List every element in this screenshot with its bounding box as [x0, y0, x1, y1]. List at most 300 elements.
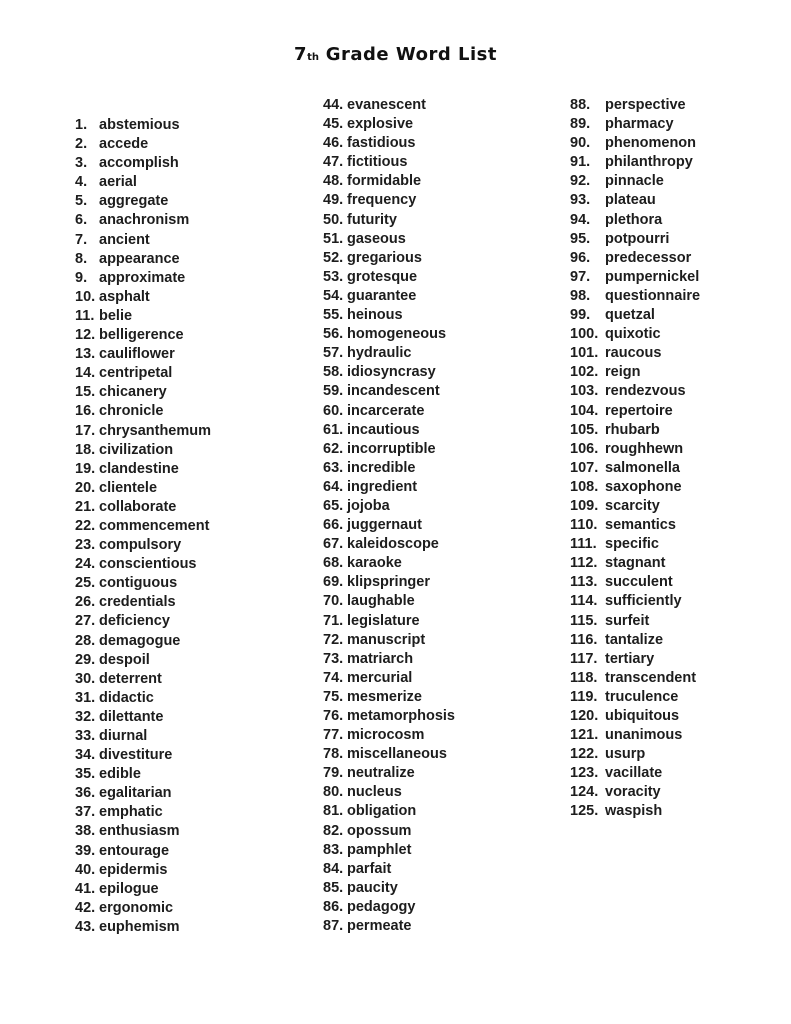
item-number: 40. — [75, 861, 96, 878]
list-item — [75, 670, 323, 689]
item-word: conscientious — [99, 556, 197, 573]
item-number: 102. — [570, 364, 599, 381]
item-number: 97. — [570, 268, 591, 285]
item-word: reign — [605, 364, 641, 381]
list-item — [75, 173, 323, 192]
item-word: belie — [99, 307, 133, 324]
item-number: 62. — [323, 440, 344, 457]
list-item — [570, 745, 791, 764]
item-word: obligation — [347, 803, 417, 820]
item-number: 18. — [75, 441, 96, 458]
item-number: 122. — [570, 746, 599, 763]
list-item — [323, 402, 570, 421]
item-word: approximate — [99, 269, 186, 286]
list-item — [75, 536, 323, 555]
item-word: ingredient — [347, 478, 418, 495]
item-word: incandescent — [347, 383, 440, 400]
item-word: rendezvous — [605, 383, 686, 400]
item-word: hydraulic — [347, 345, 412, 362]
item-word: accede — [99, 136, 149, 153]
item-word: incarcerate — [347, 402, 425, 419]
item-number: 48. — [323, 173, 344, 190]
item-number: 50. — [323, 211, 344, 228]
list-item — [570, 249, 791, 268]
item-number: 3. — [75, 155, 88, 172]
list-item — [75, 593, 323, 612]
item-word: repertoire — [605, 402, 673, 419]
list-item — [75, 269, 323, 288]
list-item — [570, 344, 791, 363]
item-number: 79. — [323, 765, 344, 782]
list-item — [323, 554, 570, 573]
item-word: plateau — [605, 192, 656, 209]
item-word: miscellaneous — [347, 746, 447, 763]
list-item — [323, 650, 570, 669]
item-word: euphemism — [99, 918, 180, 935]
list-item — [75, 708, 323, 727]
item-number: 52. — [323, 249, 344, 266]
item-word: salmonella — [605, 459, 680, 476]
list-item — [75, 861, 323, 880]
list-item — [323, 421, 570, 440]
item-number: 59. — [323, 383, 344, 400]
item-number: 106. — [570, 440, 599, 457]
list-item — [75, 211, 323, 230]
item-number: 37. — [75, 804, 96, 821]
list-item — [75, 517, 323, 536]
item-number: 92. — [570, 173, 591, 190]
item-number: 107. — [570, 459, 599, 476]
item-number: 13. — [75, 346, 96, 363]
list-item — [75, 765, 323, 784]
item-word: enthusiasm — [99, 823, 180, 840]
item-number: 94. — [570, 211, 591, 228]
list-item — [323, 96, 570, 115]
list-item — [323, 268, 570, 287]
item-word: diurnal — [99, 728, 148, 744]
item-number: 27. — [75, 613, 96, 630]
item-word: vacillate — [605, 765, 663, 782]
item-word: aggregate — [99, 193, 169, 210]
item-word: commencement — [99, 517, 210, 534]
list-item — [75, 803, 323, 822]
item-number: 110. — [570, 517, 598, 534]
item-number: 10. — [75, 288, 96, 305]
item-word: semantics — [605, 517, 676, 534]
item-word: sufficiently — [605, 593, 682, 610]
list-item — [75, 364, 323, 383]
item-word: metamorphosis — [347, 708, 455, 724]
item-word: perspective — [605, 97, 686, 113]
item-word: dilettante — [99, 708, 164, 725]
list-item — [570, 325, 791, 344]
title-grade-number: 7 — [294, 44, 308, 65]
page-title — [0, 44, 791, 65]
item-number: 64. — [323, 478, 344, 495]
list-item — [323, 134, 570, 153]
item-word: surfeit — [605, 612, 650, 629]
item-word: mesmerize — [347, 688, 422, 705]
item-number: 67. — [323, 536, 344, 553]
item-number: 1. — [75, 117, 88, 133]
item-number: 42. — [75, 899, 96, 916]
list-item — [75, 345, 323, 364]
list-item — [323, 688, 570, 707]
item-number: 21. — [75, 498, 96, 515]
item-number: 46. — [323, 135, 344, 152]
item-number: 125. — [570, 803, 599, 820]
word-column-2 — [323, 96, 570, 936]
list-item — [75, 479, 323, 498]
item-word: emphatic — [99, 804, 163, 821]
item-number: 78. — [323, 746, 344, 763]
item-word: epilogue — [99, 880, 159, 897]
list-item — [75, 402, 323, 421]
list-item — [570, 592, 791, 611]
item-word: clientele — [99, 479, 158, 496]
item-number: 109. — [570, 497, 599, 514]
item-number: 115. — [570, 612, 598, 629]
item-word: cauliflower — [99, 346, 175, 363]
item-word: incredible — [347, 459, 416, 476]
item-number: 51. — [323, 230, 344, 247]
item-word: evanescent — [347, 97, 426, 113]
item-number: 45. — [323, 116, 344, 133]
list-item — [323, 669, 570, 688]
item-word: demagogue — [99, 632, 181, 649]
item-number: 47. — [323, 154, 344, 171]
list-item — [570, 783, 791, 802]
list-item — [323, 440, 570, 459]
list-item — [75, 612, 323, 631]
list-item — [75, 288, 323, 307]
list-item — [570, 669, 791, 688]
item-word: incautious — [347, 421, 420, 438]
item-word: phenomenon — [605, 135, 697, 152]
item-number: 93. — [570, 192, 591, 209]
list-item — [75, 231, 323, 250]
list-item — [323, 707, 570, 726]
item-number: 2. — [75, 136, 88, 153]
list-item — [570, 306, 791, 325]
item-number: 60. — [323, 402, 344, 419]
item-word: deficiency — [99, 613, 170, 630]
item-word: deterrent — [99, 670, 162, 687]
item-number: 100. — [570, 326, 599, 343]
item-number: 41. — [75, 880, 96, 897]
item-word: tantalize — [605, 631, 664, 648]
item-number: 76. — [323, 708, 344, 724]
item-word: ancient — [99, 231, 150, 248]
list-item — [570, 363, 791, 382]
item-number: 31. — [75, 689, 96, 706]
list-item — [323, 306, 570, 325]
list-item — [75, 822, 323, 841]
item-word: klipspringer — [347, 574, 430, 591]
item-number: 116. — [570, 631, 598, 648]
list-item — [75, 899, 323, 918]
item-word: rhubarb — [605, 421, 660, 438]
item-number: 84. — [323, 860, 344, 877]
item-word: laughable — [347, 593, 415, 610]
list-item — [75, 727, 323, 746]
list-item — [75, 842, 323, 861]
list-item — [323, 822, 570, 841]
item-number: 90. — [570, 135, 591, 152]
item-number: 32. — [75, 708, 96, 725]
item-word: philanthropy — [605, 154, 693, 171]
item-number: 29. — [75, 651, 96, 668]
list-item — [323, 592, 570, 611]
item-number: 12. — [75, 327, 96, 344]
item-number: 72. — [323, 631, 344, 648]
list-item — [323, 879, 570, 898]
item-number: 83. — [323, 841, 344, 858]
item-number: 56. — [323, 326, 344, 343]
item-word: appearance — [99, 250, 180, 267]
list-item — [75, 746, 323, 765]
item-word: compulsory — [99, 537, 182, 554]
list-item — [570, 688, 791, 707]
list-item — [75, 422, 323, 441]
list-item — [75, 154, 323, 173]
item-word: saxophone — [605, 478, 682, 495]
item-number: 124. — [570, 784, 599, 801]
item-word: credentials — [99, 594, 176, 611]
item-word: roughhewn — [605, 440, 684, 457]
item-word: questionnaire — [605, 287, 701, 304]
item-number: 26. — [75, 594, 96, 611]
list-item — [570, 230, 791, 249]
list-item — [570, 440, 791, 459]
list-item — [323, 230, 570, 249]
list-item — [75, 326, 323, 345]
item-number: 22. — [75, 517, 96, 534]
list-item — [323, 841, 570, 860]
item-word: divestiture — [99, 747, 173, 764]
list-item — [75, 460, 323, 479]
list-item — [323, 917, 570, 936]
list-item — [323, 172, 570, 191]
list-item — [323, 898, 570, 917]
item-word: entourage — [99, 842, 170, 859]
item-number: 74. — [323, 669, 344, 686]
item-word: waspish — [605, 803, 663, 820]
item-word: abstemious — [99, 117, 180, 133]
item-word: usurp — [605, 746, 646, 763]
list-item — [323, 363, 570, 382]
item-number: 34. — [75, 747, 96, 764]
list-item — [323, 325, 570, 344]
list-item — [323, 191, 570, 210]
item-word: transcendent — [605, 669, 697, 686]
item-word: despoil — [99, 651, 150, 668]
item-number: 65. — [323, 497, 344, 514]
item-word: egalitarian — [99, 785, 172, 802]
item-word: quixotic — [605, 326, 661, 343]
list-item — [570, 134, 791, 153]
item-number: 112. — [570, 555, 598, 572]
item-number: 39. — [75, 842, 96, 859]
item-word: matriarch — [347, 650, 414, 667]
list-item — [570, 287, 791, 306]
item-word: succulent — [605, 574, 673, 591]
list-item — [570, 96, 791, 115]
item-number: 70. — [323, 593, 344, 610]
item-word: tertiary — [605, 650, 655, 667]
item-number: 58. — [323, 364, 344, 381]
list-item — [323, 612, 570, 631]
list-item — [75, 135, 323, 154]
item-word: collaborate — [99, 498, 177, 515]
item-number: 113. — [570, 574, 598, 591]
item-number: 114. — [570, 593, 598, 610]
item-word: specific — [605, 536, 659, 553]
item-number: 77. — [323, 727, 344, 744]
word-column-3 — [570, 96, 791, 822]
list-item — [570, 802, 791, 821]
list-item — [323, 631, 570, 650]
item-number: 88. — [570, 97, 591, 113]
item-word: accomplish — [99, 155, 179, 172]
item-word: opossum — [347, 822, 412, 839]
item-number: 63. — [323, 459, 344, 476]
list-item — [570, 382, 791, 401]
list-item — [570, 211, 791, 230]
item-number: 80. — [323, 784, 344, 801]
item-word: truculence — [605, 688, 679, 705]
item-word: anachronism — [99, 212, 190, 229]
item-word: pamphlet — [347, 841, 412, 858]
list-item — [570, 612, 791, 631]
list-item — [323, 459, 570, 478]
item-number: 96. — [570, 249, 591, 266]
item-number: 108. — [570, 478, 599, 495]
item-word: karaoke — [347, 555, 402, 572]
item-number: 99. — [570, 307, 591, 324]
item-number: 75. — [323, 688, 344, 705]
item-word: idiosyncrasy — [347, 364, 436, 381]
list-item — [570, 554, 791, 573]
list-item — [323, 153, 570, 172]
item-number: 49. — [323, 192, 344, 209]
item-word: neutralize — [347, 765, 415, 782]
item-number: 28. — [75, 632, 96, 649]
list-item — [570, 172, 791, 191]
item-number: 33. — [75, 728, 96, 744]
list-item — [323, 382, 570, 401]
list-item — [323, 726, 570, 745]
item-number: 6. — [75, 212, 88, 229]
item-word: grotesque — [347, 268, 418, 285]
title-text: Grade Word List — [318, 44, 497, 65]
list-item — [75, 441, 323, 460]
list-item — [570, 726, 791, 745]
item-word: permeate — [347, 918, 412, 935]
list-item — [75, 784, 323, 803]
list-item — [75, 383, 323, 402]
item-word: homogeneous — [347, 326, 447, 343]
item-number: 71. — [323, 612, 344, 629]
item-word: legislature — [347, 612, 420, 629]
item-number: 25. — [75, 575, 96, 592]
list-item — [570, 402, 791, 421]
item-word: juggernaut — [347, 517, 422, 534]
item-word: paucity — [347, 879, 398, 896]
item-word: civilization — [99, 441, 174, 458]
item-number: 57. — [323, 345, 344, 362]
item-word: contiguous — [99, 575, 178, 592]
list-item — [323, 249, 570, 268]
item-number: 9. — [75, 269, 88, 286]
item-word: predecessor — [605, 249, 692, 266]
list-item — [570, 497, 791, 516]
item-word: ergonomic — [99, 899, 174, 916]
item-word: epidermis — [99, 861, 168, 878]
list-item — [75, 555, 323, 574]
item-word: chrysanthemum — [99, 422, 212, 439]
item-number: 123. — [570, 765, 599, 782]
item-number: 23. — [75, 537, 96, 554]
item-number: 68. — [323, 555, 344, 572]
item-number: 87. — [323, 918, 344, 935]
list-item — [323, 802, 570, 821]
list-item — [570, 153, 791, 172]
list-item — [570, 421, 791, 440]
item-number: 105. — [570, 421, 599, 438]
item-number: 85. — [323, 879, 344, 896]
item-number: 17. — [75, 422, 96, 439]
item-number: 69. — [323, 574, 344, 591]
title-ordinal-suffix: th — [307, 52, 319, 63]
item-number: 81. — [323, 803, 344, 820]
list-item — [323, 287, 570, 306]
list-item — [323, 211, 570, 230]
item-word: raucous — [605, 345, 662, 362]
list-item — [75, 498, 323, 517]
item-word: edible — [99, 766, 141, 783]
list-item — [323, 115, 570, 134]
item-number: 82. — [323, 822, 344, 839]
item-word: incorruptible — [347, 440, 436, 457]
item-word: chicanery — [99, 384, 167, 401]
item-word: belligerence — [99, 327, 184, 344]
item-number: 43. — [75, 918, 96, 935]
item-word: heinous — [347, 307, 403, 324]
item-word: pinnacle — [605, 173, 664, 190]
list-item — [323, 745, 570, 764]
list-item — [323, 783, 570, 802]
list-item — [75, 632, 323, 651]
item-number: 73. — [323, 650, 344, 667]
item-word: aerial — [99, 174, 137, 191]
item-number: 14. — [75, 365, 96, 382]
item-word: mercurial — [347, 669, 413, 686]
item-word: centripetal — [99, 365, 173, 382]
item-number: 61. — [323, 421, 344, 438]
list-item — [323, 573, 570, 592]
item-word: pumpernickel — [605, 268, 700, 285]
item-number: 38. — [75, 823, 96, 840]
list-item — [323, 535, 570, 554]
item-word: clandestine — [99, 460, 179, 477]
item-word: fastidious — [347, 135, 416, 152]
item-number: 30. — [75, 670, 96, 687]
list-item — [570, 268, 791, 287]
item-number: 36. — [75, 785, 96, 802]
item-word: microcosm — [347, 727, 425, 744]
item-number: 120. — [570, 708, 599, 724]
